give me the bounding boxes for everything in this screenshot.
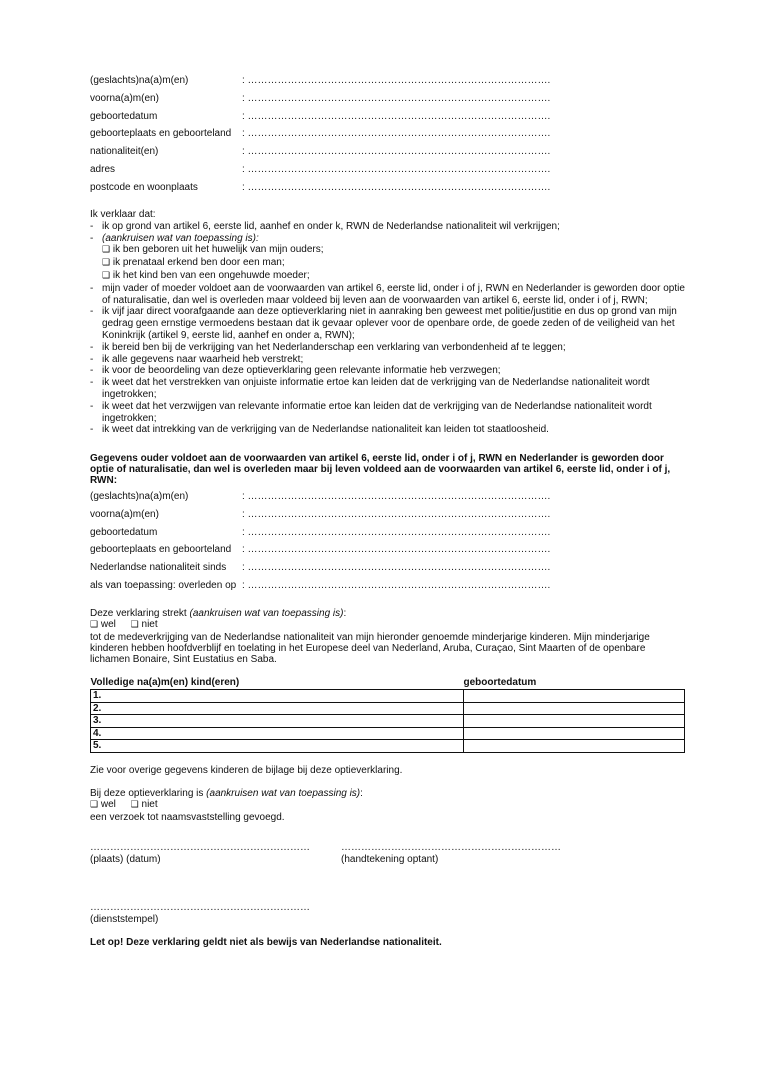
field-label: nationaliteit(en)	[90, 146, 159, 158]
field-label: voorna(a)m(en)	[90, 508, 159, 520]
dash: -	[90, 220, 94, 232]
field-label: geboorteplaats en geboorteland	[90, 128, 232, 140]
stamp-block	[90, 902, 310, 926]
naming-section	[90, 788, 685, 823]
field-label: als van toepassing: overleden op	[90, 579, 237, 591]
table-row	[91, 702, 685, 715]
declaration-section	[90, 209, 685, 436]
fill-in-line[interactable]: : ……………………………………………………………………………….	[242, 146, 551, 158]
field-row	[90, 526, 690, 544]
parent-heading: Gegevens ouder voldoet aan de voorwaarden van artikel 6, eerste lid, onder i of j, RWN en Nederlander is geworden door optie of naturalisatie, dan wel is overleden maar bij leven voldeed aan de voorwaarden van artikel 6, eerste lid, onder i of j, RWN:	[90, 453, 671, 487]
fill-in-line[interactable]: : ……………………………………………………………………………….	[242, 562, 551, 574]
declaration-item: - mijn vader of moeder voldoet aan de voorwaarden van artikel 6, eerste lid, onder i of j, RWN en Nederlander is geworden door optie of naturalisatie, dan wel is overleden maar voldeed bij leven aan de voorwaarden van artikel 6, eerste lid, onder i of j, RWN;	[90, 282, 685, 306]
checkbox-icon[interactable]: ❑	[102, 258, 111, 269]
declaration-item: - ik bereid ben bij de verkrijging van het Nederlanderschap een verklaring van verbondenheid af te leggen;	[90, 341, 566, 353]
declaration-item: - ik voor de beoordeling van deze optieverklaring geen relevante informatie heb verzwegen;	[90, 365, 501, 377]
field-row	[90, 110, 690, 128]
field-row	[90, 127, 690, 145]
field-row	[90, 543, 690, 561]
dash: -	[90, 341, 94, 353]
field-row	[90, 92, 690, 110]
fill-in-line[interactable]: : ……………………………………………………………………………….	[242, 579, 551, 591]
field-label: (geslachts)na(a)m(en)	[90, 75, 189, 86]
extension-line: Deze verklaring strekt (aankruisen wat van toepassing is):	[90, 608, 347, 619]
declaration-intro: Ik verklaar dat:	[90, 209, 156, 220]
option-wel[interactable]: ❑ wel	[90, 799, 116, 811]
field-label: geboorteplaats en geboorteland	[90, 544, 232, 556]
field-row	[90, 579, 690, 597]
checkbox-icon[interactable]: ❑	[102, 270, 111, 281]
child-name-cell[interactable]: 5.	[91, 740, 464, 753]
field-label: postcode en woonplaats	[90, 181, 198, 193]
table-header	[91, 676, 685, 690]
checkbox-icon[interactable]: ❑	[130, 620, 139, 631]
declaration-item: - ik op grond van artikel 6, eerste lid, aanhef en onder k, RWN de Nederlandse nationaliteit wil verkrijgen;	[90, 220, 560, 232]
field-row	[90, 145, 690, 163]
child-date-cell[interactable]	[464, 702, 685, 715]
checkbox-icon[interactable]: ❑	[90, 800, 99, 811]
field-label: Nederlandse nationaliteit sinds	[90, 562, 227, 574]
checkbox-icon[interactable]: ❑	[102, 245, 111, 256]
declaration-item: - ik weet dat het verzwijgen van relevante informatie ertoe kan leiden dat de verkrijging van de Nederlandse nationaliteit wordt ingetrokken;	[90, 400, 652, 424]
fill-in-line[interactable]: : ……………………………………………………………………………….	[242, 75, 551, 86]
dash: -	[90, 365, 94, 377]
declaration-item: - (aankruisen wat van toepassing is):	[90, 232, 259, 244]
field-label: geboortedatum	[90, 526, 158, 538]
field-label: (geslachts)na(a)m(en)	[90, 491, 189, 502]
checkbox-icon[interactable]: ❑	[90, 620, 99, 631]
field-row	[90, 74, 690, 92]
stamp-label: (dienststempel)	[90, 914, 159, 925]
signature-line[interactable]: …………………………………………………………	[90, 842, 310, 853]
checkbox-option[interactable]: ❑ ik het kind ben van een ongehuwde moeder;	[102, 269, 310, 281]
signature-line[interactable]: …………………………………………………………	[341, 842, 561, 853]
fill-in-line[interactable]: : ……………………………………………………………………………….	[242, 508, 551, 520]
field-row	[90, 508, 690, 526]
child-name-cell[interactable]: 4.	[91, 727, 464, 740]
child-name-cell[interactable]: 1.	[91, 690, 464, 703]
dash: -	[90, 377, 94, 389]
naming-text: een verzoek tot naamsvaststelling gevoegd.	[90, 811, 285, 823]
fill-in-line[interactable]: : ……………………………………………………………………………….	[242, 544, 551, 556]
declaration-item: - ik alle gegevens naar waarheid heb verstrekt;	[90, 353, 304, 365]
child-date-cell[interactable]	[464, 727, 685, 740]
option-niet[interactable]: ❑ niet	[130, 799, 158, 811]
field-row	[90, 561, 690, 579]
table-row	[91, 715, 685, 728]
naming-options	[90, 799, 685, 811]
option-wel[interactable]: ❑ wel	[90, 619, 116, 631]
field-label: adres	[90, 163, 116, 175]
fill-in-line[interactable]: : ……………………………………………………………………………….	[242, 92, 551, 104]
table-row	[91, 727, 685, 740]
parent-fields	[90, 490, 690, 597]
extension-options	[90, 619, 685, 631]
applicant-fields	[90, 74, 690, 199]
checkbox-icon[interactable]: ❑	[130, 800, 139, 811]
warning-text: Let op! Deze verklaring geldt niet als bewijs van Nederlandse nationaliteit.	[90, 937, 442, 948]
child-date-cell[interactable]	[464, 715, 685, 728]
fill-in-line[interactable]: : ……………………………………………………………………………….	[242, 526, 551, 538]
child-date-cell[interactable]	[464, 740, 685, 753]
fill-in-line[interactable]: : ……………………………………………………………………………….	[242, 491, 551, 502]
table-row	[91, 690, 685, 703]
dash: -	[90, 353, 94, 365]
child-name-cell[interactable]: 3.	[91, 715, 464, 728]
field-row	[90, 163, 690, 181]
field-row	[90, 490, 690, 508]
signature-label: (handtekening optant)	[341, 854, 439, 865]
extension-section	[90, 608, 685, 665]
checkbox-option[interactable]: ❑ ik prenataal erkend ben door een man;	[102, 257, 285, 269]
children-table	[90, 676, 685, 753]
extension-body: tot de medeverkrijging van de Nederlandse nationaliteit van mijn hieronder genoemde minderjarige kinderen. Mijn minderjarige kinderen hebben hoofdverblijf en toelating in het Europese deel van Nederland, Aruba, Curaçao, Sint Maarten of de openbare lichamen Bonaire, Sint Eustatius en Saba.	[90, 631, 650, 666]
declaration-item: - ik weet dat het verstrekken van onjuiste informatie ertoe kan leiden dat de verkrijging van de Nederlandse nationaliteit wordt ingetrokken;	[90, 377, 650, 400]
dash: -	[90, 400, 94, 412]
declaration-item: - ik weet dat intrekking van de verkrijging van de Nederlandse nationaliteit kan leiden tot staatloosheid.	[90, 424, 549, 436]
place-date-label: (plaats) (datum)	[90, 854, 161, 865]
dash: -	[90, 424, 94, 436]
table-row	[91, 740, 685, 753]
place-date-block	[90, 842, 310, 866]
field-label: voorna(a)m(en)	[90, 92, 159, 104]
checkbox-option[interactable]: ❑ ik ben geboren uit het huwelijk van mijn ouders;	[102, 244, 324, 256]
child-name-cell[interactable]: 2.	[91, 702, 464, 715]
dash: -	[90, 282, 94, 294]
child-date-cell[interactable]	[464, 690, 685, 703]
fill-in-line[interactable]: : ……………………………………………………………………………….	[242, 128, 551, 140]
fill-in-line[interactable]: : ……………………………………………………………………………….	[242, 163, 551, 175]
stamp-line[interactable]: …………………………………………………………	[90, 902, 310, 913]
option-niet[interactable]: ❑ niet	[130, 619, 158, 631]
column-header-name: Volledige na(a)m(en) kind(eren)	[91, 676, 464, 690]
fill-in-line[interactable]: : ……………………………………………………………………………….	[242, 110, 551, 122]
declaration-item: - ik vijf jaar direct voorafgaande aan deze optieverklaring niet in aanraking ben geweest met politie/justitie en dus op grond van mijn gedrag geen ernstige vermoedens bestaan dat ik gevaar oplever voor de openbare orde, de goede zeden of de veiligheid van het Koninkrijk (artikel 9, eerste lid, aanhef en onder a, RWN);	[90, 306, 677, 341]
dash: -	[90, 306, 94, 318]
signature-block	[341, 842, 561, 866]
fill-in-line[interactable]: : ……………………………………………………………………………….	[242, 181, 551, 193]
dash: -	[90, 232, 94, 244]
column-header-date: geboortedatum	[464, 676, 685, 690]
field-label: geboortedatum	[90, 110, 158, 122]
naming-line: Bij deze optieverklaring is (aankruisen wat van toepassing is):	[90, 788, 363, 799]
children-note: Zie voor overige gegevens kinderen de bijlage bij deze optieverklaring.	[90, 765, 403, 776]
field-row	[90, 181, 690, 199]
